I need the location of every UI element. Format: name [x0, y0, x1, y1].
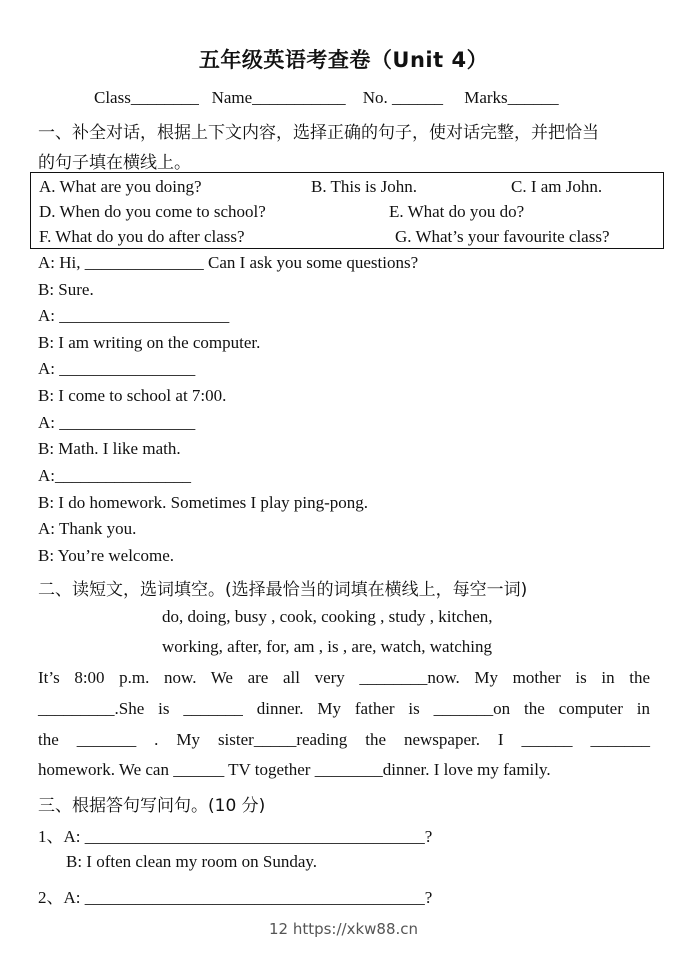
class-field: Class________: [94, 88, 199, 107]
option-f: F. What do you do after class?: [39, 227, 245, 246]
passage-line: _________.She is _______ dinner. My father is _______on the computer in: [38, 699, 650, 718]
dialogue-line: A: Hi, ______________ Can I ask you some questions?: [38, 253, 419, 272]
option-a: A. What are you doing?: [39, 177, 202, 196]
word-bank-line: working, after, for, am , is , are, watch, watching: [162, 637, 493, 656]
option-g: G. What’s your favourite class?: [395, 227, 610, 246]
option-c: C. I am John.: [511, 177, 603, 196]
dialogue-line: B: Math. I like math.: [38, 439, 181, 458]
passage-line: It’s 8:00 p.m. now. We are all very ________now. My mother is in the: [38, 668, 650, 687]
dialogue-line: A: ________________: [38, 413, 196, 432]
word-bank-line: do, doing, busy , cook, cooking , study , kitchen,: [162, 607, 493, 626]
options-box: [30, 172, 664, 249]
dialogue-line: B: You’re welcome.: [38, 546, 174, 565]
question-item: 2、A: ________________________________________?: [38, 888, 433, 907]
section1-heading-cont: 的句子填在横线上。: [38, 153, 191, 173]
option-e: E. What do you do?: [389, 202, 525, 221]
option-d: D. When do you come to school?: [39, 202, 266, 221]
dialogue-line: A: ____________________: [38, 306, 230, 325]
option-b: B. This is John.: [311, 177, 417, 196]
dialogue-line: B: I am writing on the computer.: [38, 333, 261, 352]
dialogue-line: A: ________________: [38, 359, 196, 378]
student-info-line: [94, 88, 559, 108]
dialogue-line: A:________________: [38, 466, 191, 485]
dialogue-line: A: Thank you.: [38, 519, 137, 538]
question-item: 1、A: ________________________________________?: [38, 827, 433, 846]
passage-line: homework. We can ______ TV together ________dinner. I love my family.: [38, 760, 551, 779]
dialogue-line: B: Sure.: [38, 280, 94, 299]
dialogue-line: B: I come to school at 7:00.: [38, 386, 227, 405]
section2-heading: 二、读短文，选词填空。(选择最恰当的词填在横线上，每空一词): [38, 580, 528, 600]
section3-heading: 三、根据答句写问句。(10 分): [38, 796, 266, 816]
page-footer: 12 https://xkw88.cn: [268, 920, 419, 938]
passage-line: the _______ . My sister_____reading the newspaper. I ______ _______: [38, 730, 650, 749]
dialogue-line: B: I do homework. Sometimes I play ping-pong.: [38, 493, 369, 512]
section1-heading: 一、补全对话，根据上下文内容，选择正确的句子，使对话完整，并把恰当: [38, 123, 599, 143]
name-field: Name___________: [211, 88, 346, 107]
number-field: No. ______: [362, 88, 443, 107]
page-title: 五年级英语考查卷（Unit 4）: [198, 48, 489, 72]
answer-line: B: I often clean my room on Sunday.: [66, 852, 318, 871]
marks-field: Marks______: [464, 88, 559, 107]
